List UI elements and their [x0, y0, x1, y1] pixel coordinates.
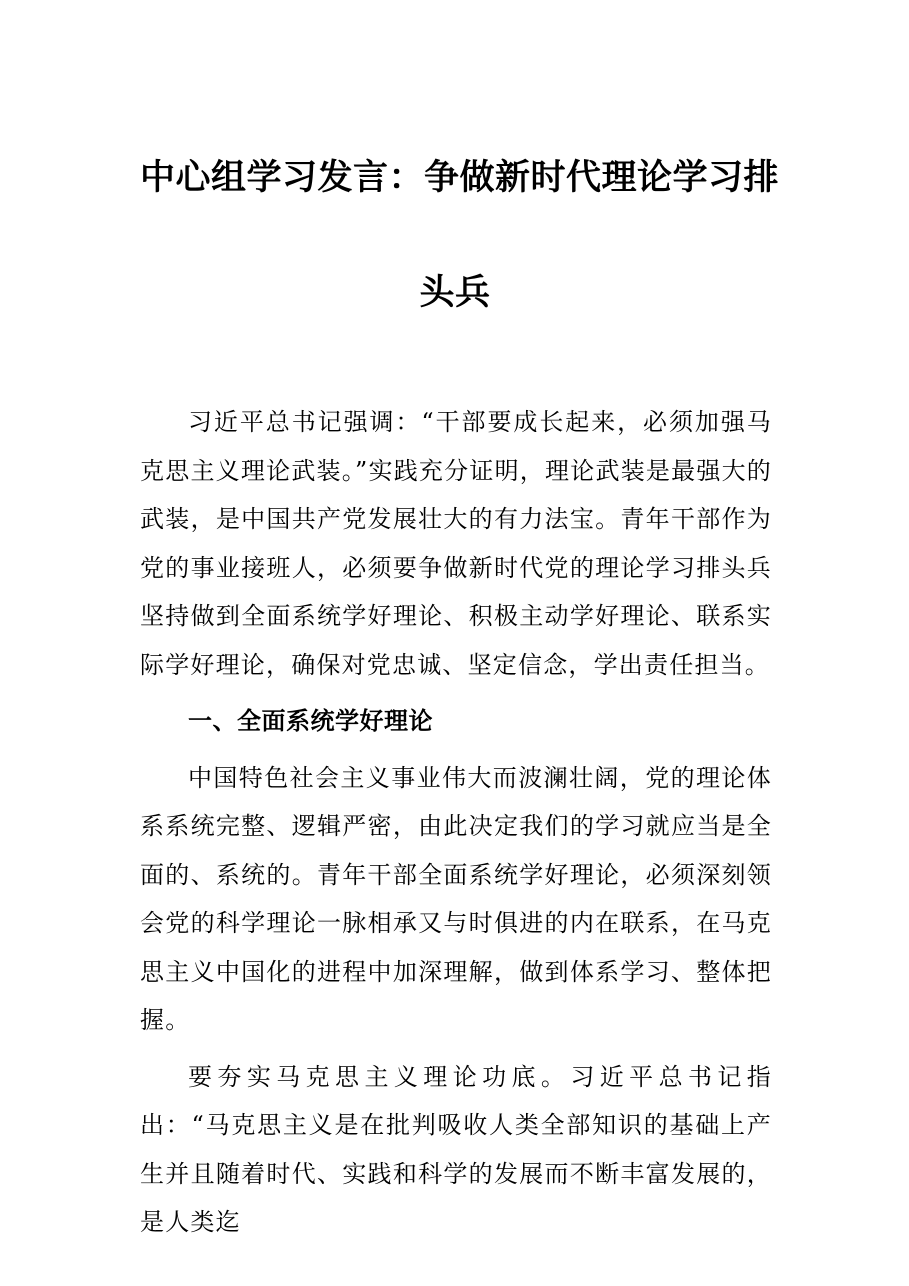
paragraph-intro: 习近平总书记强调：“干部要成长起来，必须加强马克思主义理论武装。”实践充分证明，理论武装是最强大的武装，是中国共产党发展壮大的有力法宝。青年干部作为党的事业接班人，必须要争做新时代党的理论学习排头兵坚持做到全面系统学好理论、积极主动学好理论、联系实际学好理论，确保对党忠诚、坚定信念，学出责任担当。 [140, 408, 772, 679]
document-title-line-2: 头兵 [419, 273, 491, 313]
document-body [140, 398, 772, 1255]
document-title-line-1: 中心组学习发言：争做新时代理论学习排 [140, 158, 780, 198]
section-heading-1: 一、全面系统学好理论 [188, 707, 433, 735]
paragraph-section1-2: 要夯实马克思主义理论功底。习近平总书记指出：“马克思主义是在批判吸收人类全部知识的基础上产生并且随着时代、实践和科学的发展而不断丰富发展的，是人类迄 [140, 1062, 772, 1236]
paragraph-section1-1: 中国特色社会主义事业伟大而波澜壮阔，党的理论体系系统完整、逻辑严密，由此决定我们的学习就应当是全面的、系统的。青年干部全面系统学好理论，必须深刻领会党的科学理论一脉相承又与时俱进的内在联系，在马克思主义中国化的进程中加深理解，做到体系学习、整体把握。 [140, 763, 772, 1034]
